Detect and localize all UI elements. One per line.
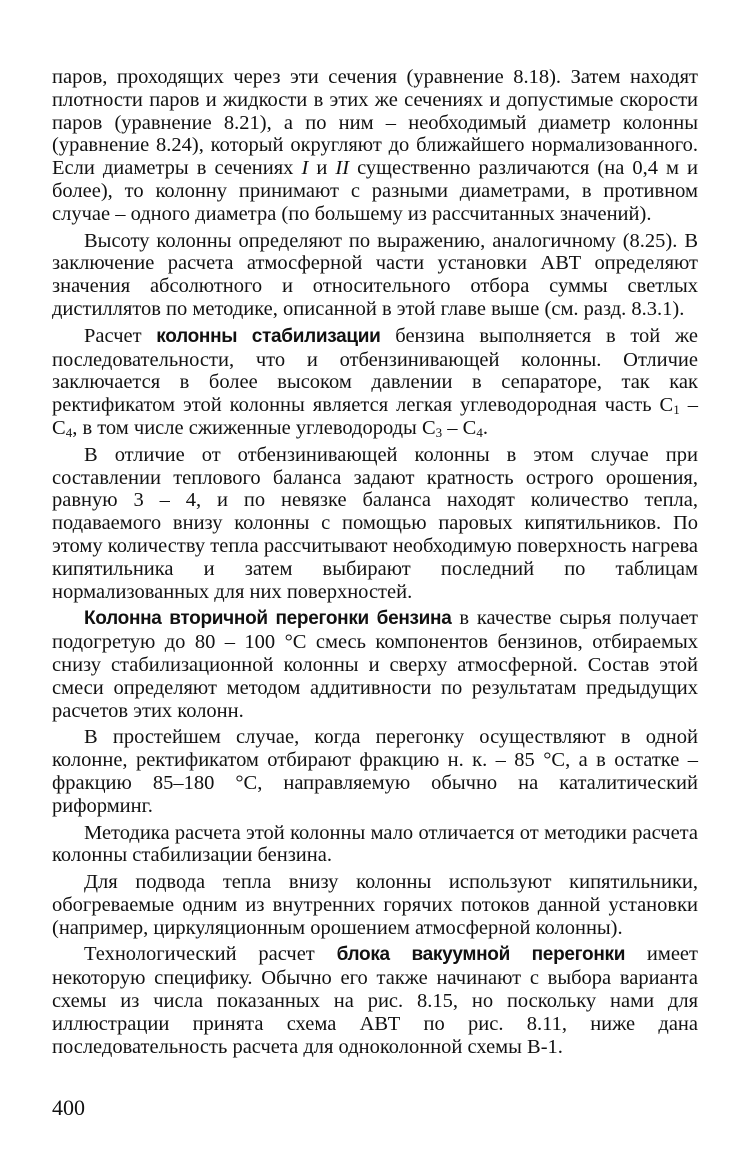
- text-run: имеет некоторую специфику. Обычно его также начинают с выбора варианта схемы из числа показанных на рис. 8.15, но поскольку нами для иллюстрации принята схема АВТ по рис. 8.11, ниже дана последовательность расчета для одноколонной схемы В-1.: [52, 943, 698, 1058]
- text-run: Высоту колонны определяют по выражению, аналогичному (8.25). В заключение расчета атмосферной части установки АВТ определяют значения абсолютного и относительного отбора суммы светлых дистиллятов по методике, описанной в этой главе выше (см. разд. 8.3.1).: [52, 229, 698, 320]
- text-run: – C: [442, 416, 477, 439]
- bold-term-stabilization-column: колонны стабилизации: [156, 325, 381, 347]
- section-II-label: II: [335, 157, 350, 180]
- text-run: и: [308, 157, 336, 180]
- paragraph-9: [52, 943, 698, 1058]
- paragraph-7: [52, 822, 698, 868]
- text-run: Расчет: [84, 324, 157, 347]
- subscript: 4: [476, 424, 483, 440]
- paragraph-8: [52, 871, 698, 939]
- subscript: 3: [435, 424, 443, 440]
- subscript: 4: [65, 424, 73, 440]
- text-run: Для подвода тепла внизу колонны используют кипятильники, обогреваемые одним из внутренних горячих потоков данной установки (например, циркуляционным орошением атмосферной колонны).: [52, 871, 698, 939]
- paragraph-3: [52, 325, 698, 440]
- paragraph-1: [52, 66, 698, 226]
- text-run: .: [482, 416, 488, 439]
- text-run: существенно различаются (на 0,4 м и более), то колонну принимают с разными диаметрами, в противном случае – одного диаметра (по большему из рассчитанных значений).: [52, 157, 698, 225]
- paragraph-2: [52, 230, 698, 321]
- text-run: – C: [52, 394, 698, 439]
- text-run: В отличие от отбензинивающей колонны в этом случае при составлении теплового баланса задают кратность острого орошения, равную 3 – 4, и по невязке баланса находят количество тепла, подаваемого внизу колонны с помощью паровых кипятильников. По этому количеству тепла рассчитывают необходимую поверхность нагрева кипятильника и затем выбирают последний по таблицам нормализованных для них поверхностей.: [52, 443, 698, 603]
- subscript: 1: [673, 402, 680, 418]
- text-run: в качестве сырья получает подогретую до 80 – 100 °C смесь компонентов бензинов, отбираемых снизу стабилизационной колонны и сверху атмосферной. Состав этой смеси определяют методом аддитивности по результатам предыдущих расчетов этих колонн.: [52, 607, 698, 722]
- text-run: паров, проходящих через эти сечения (уравнение 8.18). Затем находят плотности паров и жидкости в этих же сечениях и допустимые скорости паров (уравнение 8.21), а по ним – необходимый диаметр колонны (уравнение 8.24), который округляют до ближайшего нормализованного. Если диаметры в сечениях: [52, 66, 698, 180]
- text-run: , в том числе сжиженные углеводороды C: [72, 416, 436, 439]
- text-run: Методика расчета этой колонны мало отличается от методики расчета колонны стабилизации бензина.: [52, 821, 698, 867]
- bold-term-secondary-distillation-column: Колонна вторичной перегонки бензина: [84, 608, 452, 630]
- text-run: В простейшем случае, когда перегонку осуществляют в одной колонне, ректификатом отбирают фракцию н. к. – 85 °C, а в остатке – фракцию 85–180 °C, направляемую обычно на каталитический риформинг.: [52, 726, 698, 817]
- text-run: Технологический расчет: [84, 943, 337, 966]
- section-I-label: I: [301, 157, 309, 180]
- paragraph-4: [52, 444, 698, 604]
- page-number: 400: [52, 1095, 85, 1120]
- bold-term-vacuum-distillation-block: блока вакуумной перегонки: [336, 944, 626, 966]
- paragraph-5: [52, 607, 698, 722]
- paragraph-6: [52, 726, 698, 817]
- text-run: бензина выполняется в той же последовательности, что и отбензинивающей колонны. Отличие заключается в более высоком давлении в сепараторе, так как ректификатом этой колонны является легкая углеводородная часть C: [52, 324, 698, 417]
- page-body: [52, 66, 698, 1062]
